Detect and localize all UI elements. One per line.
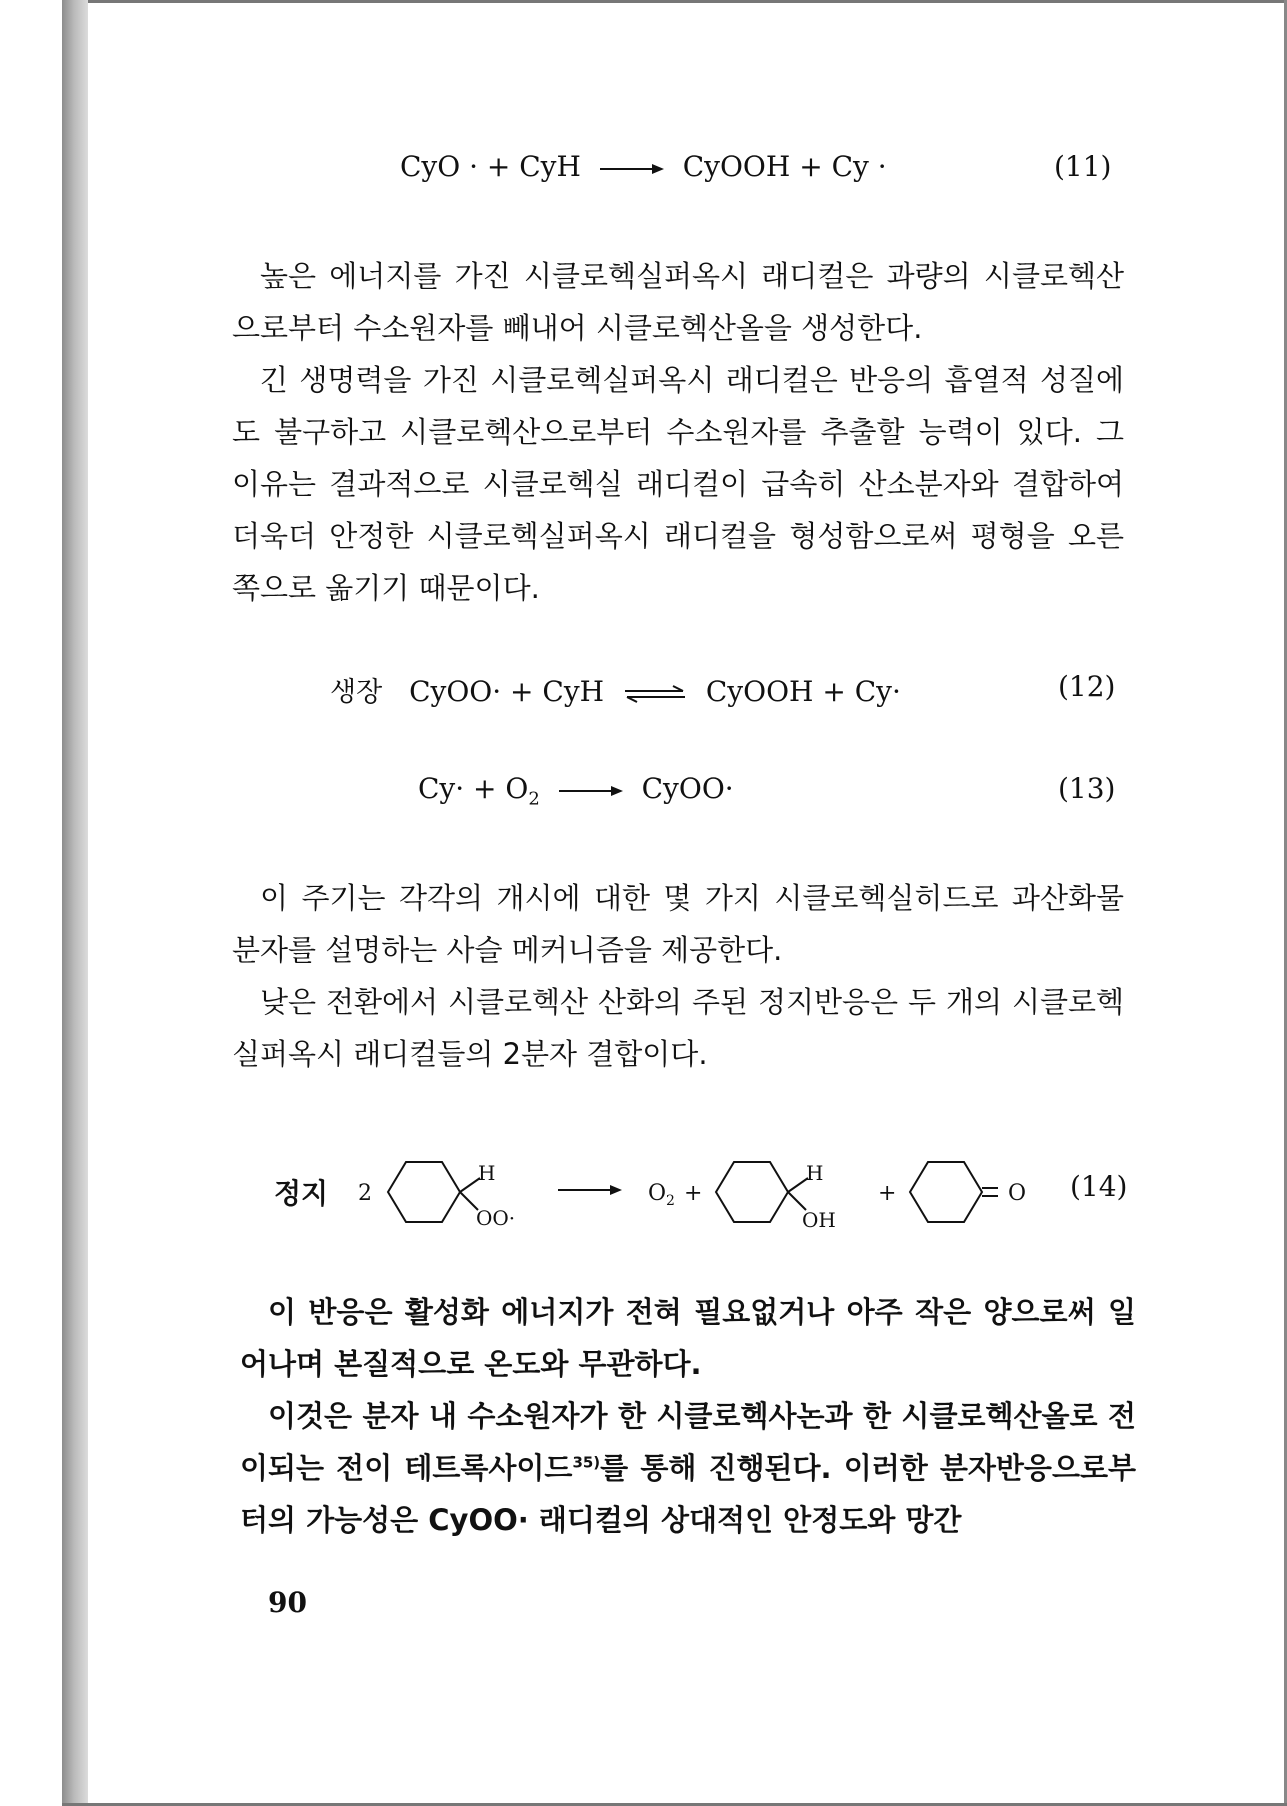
reaction-arrow-icon	[559, 784, 623, 798]
eq12-label: 생장	[330, 677, 383, 708]
reactant-h: H	[478, 1161, 496, 1185]
page-edge	[62, 0, 88, 1806]
equilibrium-arrow-icon	[623, 685, 687, 703]
reaction-arrow-icon	[600, 162, 664, 176]
cyclohexane-ring-reactant	[388, 1162, 460, 1222]
paragraph-6-text-b: 를 통해 진행된다. 이러한 분자반응으로부터의 가능성은 CyOO· 래디컬의 상대적인 안정도와 망간	[240, 1451, 1136, 1537]
product-o2	[648, 1181, 675, 1209]
paragraph-6	[240, 1390, 1136, 1546]
eq13-subscript: 2	[528, 788, 540, 810]
equation-13	[418, 772, 734, 810]
equation-number-14: (14)	[1070, 1170, 1128, 1203]
equation-11	[400, 150, 887, 183]
product-o2-subscript: 2	[666, 1193, 675, 1209]
plus-sign-1: +	[684, 1181, 703, 1206]
paragraph-4: 낮은 전환에서 시클로헥산 산화의 주된 정지반응은 두 개의 시클로헥실퍼옥시 래디컬들의 2분자 결합이다.	[232, 985, 1124, 1071]
equation-14	[270, 1150, 1130, 1250]
equation-number-13: (13)	[1058, 772, 1116, 805]
reactant-oo: OO·	[476, 1206, 516, 1230]
alcohol-h: H	[806, 1161, 824, 1185]
eq12-products: CyOOH + Cy·	[705, 675, 901, 708]
reaction-arrow-icon	[558, 1185, 622, 1195]
paragraph-3: 이 주기는 각각의 개시에 대한 몇 가지 시클로헥실히드로 과산화물 분자를 설명하는 사슬 메커니즘을 제공한다.	[232, 881, 1124, 967]
paragraph-5: 이 반응은 활성화 에너지가 전혀 필요없거나 아주 작은 양으로써 일어나며 본질적으로 온도와 무관하다.	[240, 1295, 1136, 1381]
paragraph-2: 긴 생명력을 가진 시클로헥실퍼옥시 래디컬은 반응의 흡열적 성질에도 불구하고 시클로헥산으로부터 수소원자를 추출할 능력이 있다. 그 이유는 결과적으로 시클로헥실 래디컬이 급속히 산소분자와 결합하여 더욱더 안정한 시클로헥실퍼옥시 래디컬을 형성함으로써 평형을 오른쪽으로 옮기기 때문이다.	[232, 363, 1124, 605]
paragraph-6-text-a: 이것은 분자 내 수소원자가 한 시클로헥사논과 한 시클로헥산올로 전이되는 전이 테트록사이드	[240, 1399, 1136, 1485]
ketone-o: O	[1008, 1181, 1027, 1206]
footnote-ref-35: 35)	[572, 1453, 601, 1472]
eq14-label: 정지	[274, 1177, 329, 1210]
cyclohexane-ring-ketone	[910, 1162, 982, 1222]
equation-number-12: (12)	[1058, 670, 1116, 703]
equation-12	[330, 670, 901, 709]
alcohol-oh: OH	[802, 1208, 836, 1232]
page-number: 90	[268, 1586, 307, 1619]
equation-number-11: (11)	[1054, 150, 1112, 183]
plus-sign-2: +	[878, 1181, 897, 1206]
termination-reaction-structures	[270, 1150, 1130, 1250]
eq13-reactants: Cy· + O	[418, 772, 529, 805]
paragraph-1: 높은 에너지를 가진 시클로헥실퍼옥시 래디컬은 과량의 시클로헥산으로부터 수소원자를 빼내어 시클로헥산올을 생성한다.	[232, 259, 1124, 345]
eq12-reactants: CyOO· + CyH	[409, 675, 605, 708]
eq11-products: CyOOH + Cy ·	[682, 150, 887, 183]
eq11-reactants: CyO · + CyH	[400, 150, 581, 183]
eq14-coefficient: 2	[358, 1181, 372, 1206]
eq13-products: CyOO·	[641, 772, 734, 805]
product-o2-main: O	[648, 1181, 667, 1206]
cyclohexane-ring-alcohol	[716, 1162, 788, 1222]
